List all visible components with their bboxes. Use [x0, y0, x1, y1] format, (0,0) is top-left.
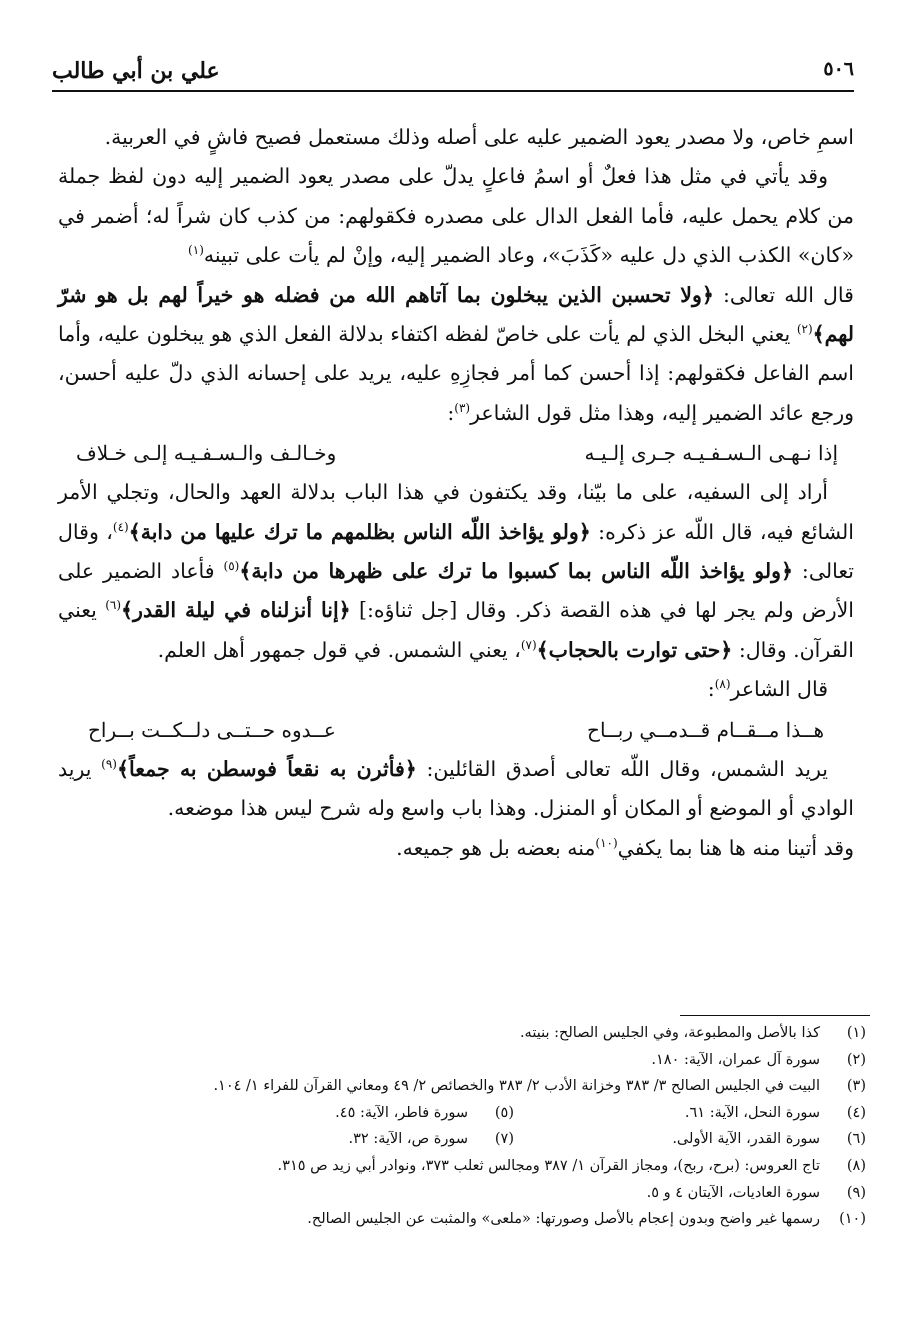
running-title: علي بن أبي طالب [52, 58, 220, 84]
paragraph-7: وقد أتينا منه ها هنا بما يكفي$^{(١٠)}$منه بعضه بل هو جميعه. [396, 835, 854, 860]
quran-quote: ﴿حتى توارت بالحجاب﴾ [536, 637, 733, 662]
verse-second-hemistich: وخـالـف والـسـفـيـه إلـى خـلاف [76, 441, 337, 466]
paragraph-4: أراد إلى السفيه، على ما بيّنا، وقد يكتفون في هذا الباب بدلالة العهد والحال، وتجلي الأمر الشائع فيه، قال اللّه عز ذكره: ﴿ولو يؤاخذ اللّه الناس بظلمهم ما ترك عليها من دابة﴾$^{(٤)}$، وقال تعالى: ﴿ولو يؤاخذ اللّه الناس بما كسبوا ما ترك على ظهرها من دابة﴾$^{(٥)}$ فأعاد الضمير على الأرض ولم يجر لها في هذه القصة ذكر. وقال [جل ثناؤه:] ﴿إنا أنزلناه في ليلة القدر﴾$^{(٦)}$ يعني القرآن. وقال: ﴿حتى توارت بالحجاب﴾$^{(٧)}$، يعني الشمس. في قول جمهور أهل العلم. [58, 480, 855, 662]
footnote-separator [680, 1015, 870, 1016]
page-header [52, 58, 854, 92]
footnote-5: (٥) سورة فاطر، الآية: ٤٥. [335, 1104, 514, 1121]
footnote-row-4-5 [58, 1100, 866, 1127]
footnote-ref-8[interactable]: (٨) [714, 677, 731, 692]
paragraph-5: قال الشاعر$^{(٨)}$: [707, 677, 828, 702]
paragraph-3: قال الله تعالى: ﴿ولا تحسبن الذين يبخلون بما آتاهم الله من فضله هو خيراً لهم بل هو شرّ لهم﴾$^{(٢)}$ يعني البخل الذي لم يأت على خاصّ لفظه اكتفاء بدلالة الفعل الذي هو يبخلون عليه، وأما اسم الفاعل فكقولهم: إذا أحسن كما أمر فجازِهِ عليه، يريد على إحسانه الذي دلّ عليه أحسن، ورجع عائد الضمير إليه، وهذا مثل قول الشاعر$^{(٣)}$: [58, 282, 854, 425]
paragraph-2: وقد يأتي في مثل هذا فعلٌ أو اسمُ فاعلٍ يدلّ على مصدر يعود الضمير إليه دون لفظ جملة من كلام يحمل عليه، فأما الفعل الدال على مصدره فكقولهم: من كذب كان شراً له؛ أضمر في «كان» الكذب الذي دل عليه «كَذَبَ»، وعاد الضمير إليه، وإنْ لم يأت على تبينه$^{(١)}$ [58, 164, 854, 268]
quran-quote: ﴿فأثرن به نقعاً فوسطن به جمعاً﴾ [116, 756, 417, 781]
quran-quote: ﴿ولو يؤاخذ اللّه الناس بظلمهم ما ترك عليها من دابة﴾ [128, 519, 591, 544]
footnote-4: (٤) سورة النحل، الآية: ٦١. [684, 1104, 866, 1121]
poetry-verse-1 [58, 433, 854, 473]
footnote-3: (٣) البيت في الجليس الصالح ٣/ ٣٨٣ وخزانة الأدب ٢/ ٣٨٣ والخصائص ٢/ ٤٩ ومعاني القرآن للفراء ١/ ١٠٤. [213, 1078, 866, 1095]
footnote-ref-9[interactable]: (٩) [101, 756, 117, 771]
paragraph-6: يريد الشمس، وقال اللّه تعالى أصدق القائلين: ﴿فأثرن به نقعاً فوسطن به جمعاً﴾$^{(٩)}$ يريد الوادي أو الموضع أو المكان أو المنزل. وهذا باب واسع وله شرح ليس هذا موضعه. [58, 756, 854, 821]
footnote-6: (٦) سورة القدر، الآية الأولى. [672, 1131, 866, 1148]
verse-second-hemistich: عــدوه حــتــى دلــكــت بــراح [88, 717, 336, 742]
footnote-ref-6[interactable]: (٦) [105, 598, 122, 613]
footnote-2: (٢) سورة آل عمران، الآية: ١٨٠. [651, 1051, 866, 1068]
poetry-verse-2 [58, 710, 854, 750]
footnote-ref-7[interactable]: (٧) [520, 638, 537, 653]
footnote-1: (١) كذا بالأصل والمطبوعة، وفي الجليس الصالح: بنيته. [519, 1025, 866, 1041]
footnote-ref-10[interactable]: (١٠) [595, 835, 618, 850]
footnote-ref-4[interactable]: (٤) [112, 519, 129, 534]
footnote-ref-5[interactable]: (٥) [223, 559, 240, 574]
quran-quote: ﴿ولو يؤاخذ اللّه الناس بما كسبوا ما ترك على ظهرها من دابة﴾ [239, 559, 794, 584]
paragraph-1: اسمِ خاص، ولا مصدر يعود الضمير عليه على أصله وذلك مستعمل فصيح فاشٍ في العربية. [104, 125, 854, 149]
footnote-ref-2[interactable]: (٢) [796, 322, 813, 337]
footnotes [58, 1020, 866, 1233]
verse-first-hemistich: هــذا مــقــام قــدمــي ربــاح [587, 717, 824, 742]
main-text [58, 118, 854, 868]
footnote-ref-1[interactable]: (١) [188, 243, 204, 258]
footnote-row-6-7 [58, 1126, 866, 1153]
verse-first-hemistich: إذا نـهـى الـسـفـيـه جـرى إلـيـه [584, 441, 838, 466]
quran-quote: ﴿ولا تحسبن الذين يبخلون بما آتاهم الله من فضله هو خيراً لهم بل هو شرّ لهم﴾ [58, 282, 854, 347]
footnote-7: (٧) سورة ص، الآية: ٣٢. [348, 1131, 514, 1148]
footnote-8: (٨) تاج العروس: (برح، ربح)، ومجاز القرآن ١/ ٣٨٧ ومجالس ثعلب ٣٧٣، ونوادر أبي زيد ص ٣١٥. [277, 1157, 866, 1174]
page-number: ٥٠٦ [823, 58, 854, 80]
quran-quote: ﴿إنا أنزلناه في ليلة القدر﴾ [121, 598, 351, 623]
footnote-9: (٩) سورة العاديات، الآيتان ٤ و ٥. [646, 1184, 866, 1201]
footnote-ref-3[interactable]: (٣) [454, 401, 471, 416]
footnote-10: (١٠) رسمها غير واضح وبدون إعجام بالأصل وصورتها: «ملعى» والمثبت عن الجليس الصالح. [307, 1211, 866, 1228]
